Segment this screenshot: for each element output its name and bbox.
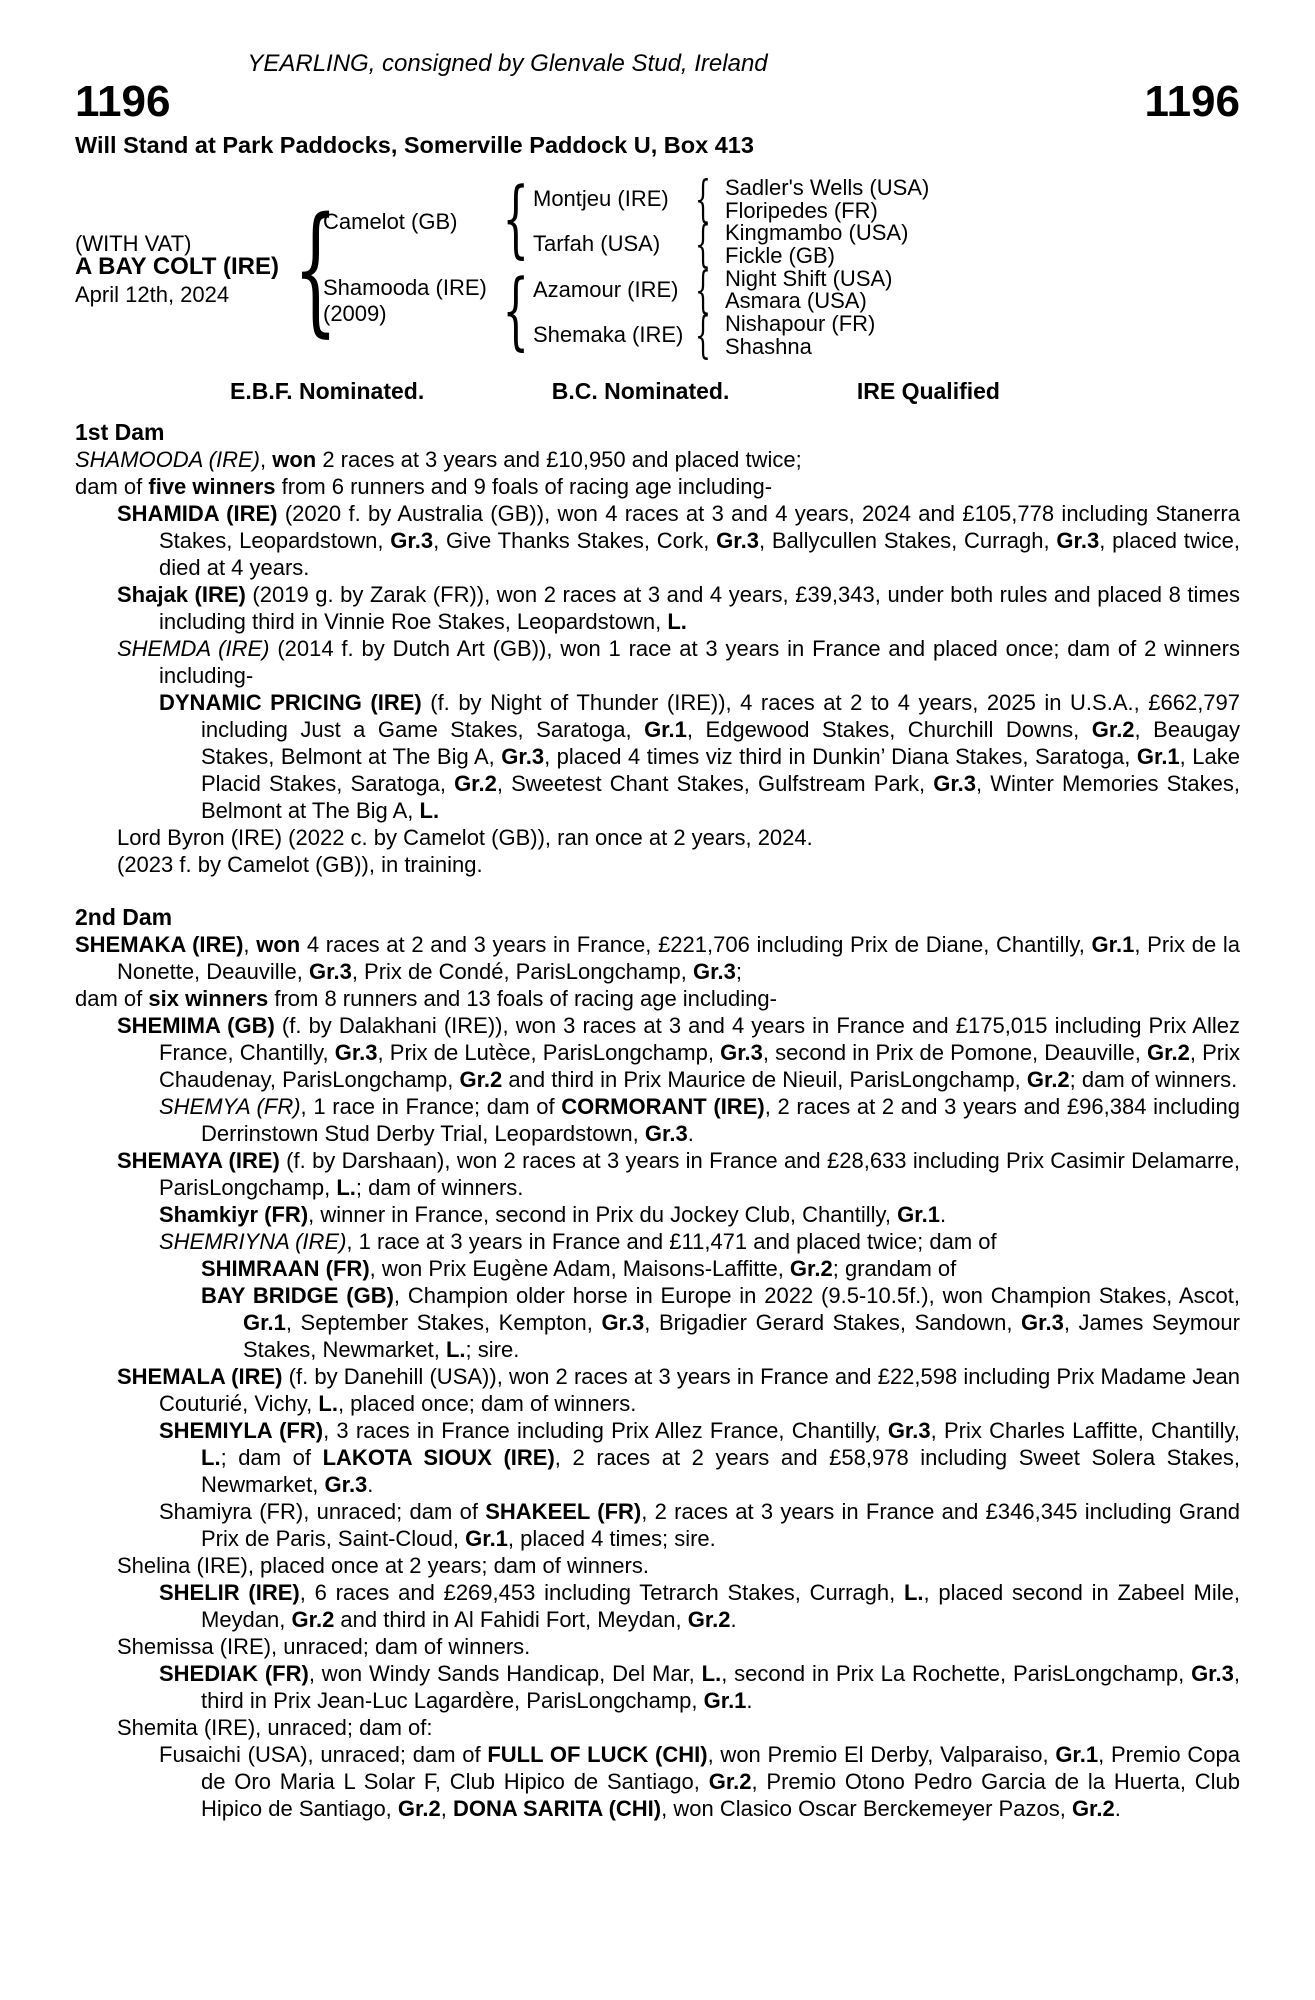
emphasis-run: SHEMIMA (GB)	[117, 1013, 275, 1038]
gen3-name: Asmara (USA)	[725, 288, 867, 313]
entry-shemiyla	[75, 1417, 1240, 1498]
lot-number-row	[75, 77, 1240, 126]
text-run: , won Prix Eugène Adam, Maisons-Laffitte,	[369, 1256, 790, 1281]
gen3-name: Night Shift (USA)	[725, 266, 893, 291]
text-run: , 1 race at 3 years in France and £11,471 and placed twice; dam of	[346, 1229, 997, 1254]
entry-shamkiyr	[75, 1201, 1240, 1228]
text-run: Shamiyra (FR), unraced; dam of	[159, 1499, 486, 1524]
pedigree-text-sections	[75, 419, 1240, 1822]
entry-2023-filly	[75, 851, 1240, 878]
pedigree-brace: {	[694, 215, 711, 273]
emphasis-run: L.	[903, 1580, 924, 1605]
pedigree-brace: {	[694, 170, 711, 228]
gen3-name: Nishapour (FR)	[725, 311, 876, 336]
emphasis-run: SHEMDA (IRE)	[117, 636, 270, 661]
pedigree-brace: {	[694, 306, 711, 364]
emphasis-run: Gr.3	[334, 1040, 378, 1065]
entry-shamiyra	[75, 1498, 1240, 1552]
text-run: ; dam of	[220, 1445, 323, 1470]
emphasis-run: DONA SARITA (CHI)	[452, 1796, 662, 1821]
consignor-line: YEARLING, consigned by Glenvale Stud, Ireland	[247, 50, 768, 77]
emphasis-run: SHAMIDA (IRE)	[117, 501, 278, 526]
emphasis-run: Gr.3	[501, 744, 545, 769]
entry-shediak	[75, 1660, 1240, 1714]
emphasis-run: Gr.2	[459, 1067, 503, 1092]
text-run: .	[687, 1121, 694, 1146]
text-run: , placed twice, died at 4 years.	[159, 528, 1240, 580]
emphasis-run: Gr.2	[1147, 1040, 1190, 1065]
entry-shemya	[75, 1093, 1240, 1147]
text-run: dam of	[75, 474, 149, 499]
entry-shimraan	[75, 1255, 1240, 1282]
emphasis-run: L.	[701, 1661, 722, 1686]
emphasis-run: Gr.3	[720, 1040, 763, 1065]
text-run: Lord Byron (IRE) (2022 c. by Camelot (GB)), ran once at 2 years, 2024.	[117, 825, 813, 850]
text-run: , third in Prix Jean-Luc Lagardère, ParisLongchamp,	[201, 1661, 1240, 1713]
emphasis-run: Gr.1	[1136, 744, 1180, 769]
emphasis-run: Gr.2	[291, 1607, 335, 1632]
text-run: , 1 race in France; dam of	[300, 1094, 562, 1119]
text-run: Shemita (IRE), unraced; dam of:	[117, 1715, 433, 1740]
text-run: ;	[735, 959, 742, 984]
emphasis-run: SHEMAKA (IRE)	[75, 932, 244, 957]
emphasis-run: five winners	[148, 474, 276, 499]
emphasis-run: SHEMYA (FR)	[159, 1094, 301, 1119]
pedigree-brace: {	[293, 188, 338, 351]
text-run: , Prix Chaudenay, ParisLongchamp,	[159, 1040, 1240, 1092]
text-run: 2 races at 3 years and £10,950 and placed twice;	[316, 447, 802, 472]
text-run: ,	[440, 1796, 453, 1821]
ire-qualified-label: IRE Qualified	[856, 378, 1000, 404]
emphasis-run: Gr.1	[897, 1202, 940, 1227]
entry-shemima	[75, 1012, 1240, 1093]
text-run: dam of	[75, 986, 149, 1011]
emphasis-run: Gr.2	[454, 771, 497, 796]
entry-shemissa	[75, 1633, 1240, 1660]
emphasis-run: Gr.2	[1026, 1067, 1070, 1092]
entry-shemita	[75, 1714, 1240, 1741]
text-run: 4 races at 2 and 3 years in France, £221,706 including Prix de Diane, Chantilly,	[300, 932, 1092, 957]
emphasis-run: L.	[336, 1175, 356, 1200]
emphasis-run: Gr.3	[1191, 1661, 1234, 1686]
text-run: , placed second in Zabeel Mile, Meydan,	[201, 1580, 1240, 1632]
pedigree-tree	[75, 164, 1240, 369]
text-run: ; grandam of	[832, 1256, 957, 1281]
text-run: , Champion older horse in Europe in 2022 (9.5-10.5f.), won Champion Stakes, Ascot,	[393, 1283, 1240, 1308]
text-run: , Lake Placid Stakes, Saratoga,	[201, 744, 1240, 796]
emphasis-run: L.	[667, 609, 687, 634]
gen2-name: Montjeu (IRE)	[533, 186, 669, 211]
emphasis-run: DYNAMIC PRICING (IRE)	[159, 690, 422, 715]
text-run: , Edgewood Stakes, Churchill Downs,	[686, 717, 1092, 742]
gen3-name: Fickle (GB)	[725, 243, 835, 268]
emphasis-run: Gr.3	[1056, 528, 1100, 553]
text-run: .	[367, 1472, 374, 1497]
text-run: ,	[259, 447, 273, 472]
gen3-name: Floripedes (FR)	[725, 198, 878, 223]
entry-bay-bridge	[75, 1282, 1240, 1363]
emphasis-run: SHEMAYA (IRE)	[117, 1148, 280, 1173]
dam1-produce-summary	[75, 473, 1240, 500]
section-heading: 2nd Dam	[75, 904, 173, 930]
emphasis-run: SHEMIYLA (FR)	[159, 1418, 324, 1443]
text-run: (2014 f. by Dutch Art (GB)), won 1 race at 3 years in France and placed once; dam of 2 winners including-	[159, 636, 1240, 688]
text-run: Shemissa (IRE), unraced; dam of winners.	[117, 1634, 531, 1659]
entry-shajak	[75, 581, 1240, 635]
text-run: .	[939, 1202, 947, 1227]
emphasis-run: SHEMRIYNA (IRE)	[159, 1229, 347, 1254]
text-run: , Brigadier Gerard Stakes, Sandown,	[644, 1310, 1022, 1335]
text-run: and third in Prix Maurice de Nieuil, ParisLongchamp,	[502, 1067, 1027, 1092]
dam1-race-record	[75, 446, 1240, 473]
text-run: ,	[243, 932, 257, 957]
gen2-name: Azamour (IRE)	[533, 277, 679, 302]
text-run: , Ballycullen Stakes, Curragh,	[758, 528, 1057, 553]
emphasis-run: Gr.3	[644, 1121, 688, 1146]
gen2-name: Tarfah (USA)	[533, 231, 661, 256]
entry-shemaya	[75, 1147, 1240, 1201]
section-heading: 1st Dam	[75, 419, 165, 445]
colt-name: A BAY COLT (IRE)	[75, 253, 280, 280]
lot-number-right: 1196	[1144, 77, 1240, 126]
text-run: , James Seymour Stakes, Newmarket,	[243, 1310, 1240, 1362]
entry-shelina	[75, 1552, 1240, 1579]
entry-shemda	[75, 635, 1240, 689]
emphasis-run: FULL OF LUCK (CHI)	[487, 1742, 708, 1767]
text-run: (f. by Dalakhani (IRE)), won 3 races at 3 and 4 years in France and £175,015 including Prix Allez France, Chantilly,	[159, 1013, 1240, 1065]
emphasis-run: six winners	[148, 986, 269, 1011]
emphasis-run: Shamkiyr (FR)	[159, 1202, 309, 1227]
gen3-name: Kingmambo (USA)	[725, 220, 909, 245]
vat-note: (WITH VAT)	[75, 231, 192, 256]
emphasis-run: SHEMALA (IRE)	[117, 1364, 283, 1389]
entry-dynamic-pricing	[75, 689, 1240, 824]
emphasis-run: Gr.3	[693, 959, 736, 984]
emphasis-run: Gr.2	[1071, 1796, 1115, 1821]
emphasis-run: L.	[419, 798, 440, 823]
text-run: , 6 races and £269,453 including Tetrarch Stakes, Curragh,	[299, 1580, 904, 1605]
text-run: and third in Al Fahidi Fort, Meydan,	[334, 1607, 688, 1632]
text-run: , winner in France, second in Prix du Jockey Club, Chantilly,	[308, 1202, 898, 1227]
pedigree-brace: {	[694, 261, 711, 319]
text-run: , second in Prix La Rochette, ParisLongchamp,	[721, 1661, 1192, 1686]
emphasis-run: won	[256, 932, 301, 957]
emphasis-run: Gr.3	[309, 959, 352, 984]
emphasis-run: Gr.3	[601, 1310, 645, 1335]
emphasis-run: L.	[318, 1391, 338, 1416]
text-run: , placed 4 times; sire.	[507, 1526, 716, 1551]
emphasis-run: Gr.1	[644, 717, 687, 742]
text-run: .	[1114, 1796, 1121, 1821]
text-run: , Prix de Lutèce, ParisLongchamp,	[377, 1040, 721, 1065]
emphasis-run: SHAMOODA (IRE)	[75, 447, 260, 472]
text-run: , placed 4 times viz third in Dunkin’ Diana Stakes, Saratoga,	[544, 744, 1137, 769]
emphasis-run: Gr.1	[1091, 932, 1135, 957]
gen3-name: Shashna	[725, 334, 812, 359]
text-run: (2020 f. by Australia (GB)), won 4 races at 3 and 4 years, 2024 and £105,778 including Stanerra Stakes, Leopardstown,	[159, 501, 1240, 553]
dam2-race-record	[75, 931, 1240, 985]
emphasis-run: L.	[445, 1337, 466, 1362]
emphasis-run: Gr.2	[687, 1607, 731, 1632]
emphasis-run: Gr.3	[324, 1472, 368, 1497]
text-run: , 2 races at 2 and 3 years and £96,384 including Derrinstown Stud Derby Trial, Leopardstown,	[201, 1094, 1240, 1146]
emphasis-run: Gr.2	[708, 1769, 752, 1794]
text-run: (f. by Darshaan), won 2 races at 3 years in France and £28,633 including Prix Casimir Delamarre, ParisLongchamp,	[159, 1148, 1240, 1200]
text-run: , won Windy Sands Handicap, Del Mar,	[308, 1661, 702, 1686]
text-run: , won Premio El Derby, Valparaiso,	[707, 1742, 1056, 1767]
dam2-produce-summary	[75, 985, 1240, 1012]
entry-shelir	[75, 1579, 1240, 1633]
emphasis-run: Gr.1	[703, 1688, 747, 1713]
emphasis-run: SHIMRAAN (FR)	[201, 1256, 370, 1281]
text-run: , placed once; dam of winners.	[337, 1391, 637, 1416]
text-run: (2019 g. by Zarak (FR)), won 2 races at 3 and 4 years, £39,343, under both rules and placed 8 times including third in Vinnie Roe Stakes, Leopardstown,	[159, 582, 1240, 634]
text-run: Shelina (IRE), placed once at 2 years; dam of winners.	[117, 1553, 649, 1578]
emphasis-run: Gr.1	[1055, 1742, 1099, 1767]
pedigree-brace: {	[502, 261, 530, 359]
emphasis-run: Gr.2	[789, 1256, 833, 1281]
text-run: , 2 races at 3 years in France and £346,345 including Grand Prix de Paris, Saint-Cloud,	[201, 1499, 1240, 1551]
emphasis-run: Gr.1	[243, 1310, 286, 1335]
emphasis-run: Gr.3	[716, 528, 759, 553]
text-run: ; dam of winners.	[1069, 1067, 1238, 1092]
text-run: , 3 races in France including Prix Allez France, Chantilly,	[323, 1418, 888, 1443]
sire-name: Camelot (GB)	[323, 209, 458, 234]
text-run: (f. by Night of Thunder (IRE)), 4 races at 2 to 4 years, 2025 in U.S.A., £662,797 including Just a Game Stakes, Saratoga,	[201, 690, 1241, 742]
text-run: , 2 races at 2 years and £58,978 including Sweet Solera Stakes, Newmarket,	[201, 1445, 1241, 1497]
foal-date: April 12th, 2024	[75, 282, 230, 307]
emphasis-run: Gr.1	[465, 1526, 508, 1551]
emphasis-run: Gr.2	[397, 1796, 441, 1821]
text-run: , Give Thanks Stakes, Cork,	[433, 528, 717, 553]
dam-year: (2009)	[323, 301, 387, 326]
emphasis-run: Gr.3	[390, 528, 434, 553]
text-run: , Premio Otono Pedro Garcia de la Huerta, Club Hipico de Santiago,	[201, 1769, 1240, 1821]
entry-shamida	[75, 500, 1240, 581]
emphasis-run: SHELIR (IRE)	[159, 1580, 300, 1605]
text-run: , Prix Charles Laffitte, Chantilly,	[930, 1418, 1240, 1443]
text-run: , second in Prix de Pomone, Deauville,	[762, 1040, 1148, 1065]
text-run: , Prix de Condé, ParisLongchamp,	[351, 959, 693, 984]
gen2-name: Shemaka (IRE)	[533, 322, 684, 347]
emphasis-run: BAY BRIDGE (GB)	[201, 1283, 394, 1308]
entry-shemriyna	[75, 1228, 1240, 1255]
emphasis-run: Gr.3	[933, 771, 977, 796]
stand-location-line: Will Stand at Park Paddocks, Somerville Paddock U, Box 413	[75, 132, 754, 158]
text-run: .	[746, 1688, 753, 1713]
lot-number-left: 1196	[75, 77, 171, 126]
entry-fusaichi	[75, 1741, 1240, 1822]
emphasis-run: Gr.3	[887, 1418, 931, 1443]
dam-name: Shamooda (IRE)	[323, 275, 487, 300]
emphasis-run: Shajak (IRE)	[117, 582, 246, 607]
text-run: , Sweetest Chant Stakes, Gulfstream Park,	[496, 771, 934, 796]
text-run: (f. by Danehill (USA)), won 2 races at 3 years in France and £22,598 including Prix Madame Jean Couturié, Vichy,	[159, 1364, 1240, 1416]
gen3-name: Sadler's Wells (USA)	[725, 175, 930, 200]
emphasis-run: CORMORANT (IRE)	[561, 1094, 765, 1119]
text-run: , won Clasico Oscar Berckemeyer Pazos,	[661, 1796, 1072, 1821]
text-run: , September Stakes, Kempton,	[285, 1310, 602, 1335]
pedigree-brace: {	[502, 169, 530, 267]
bc-nominated-label: B.C. Nominated.	[551, 378, 730, 404]
entry-lord-byron	[75, 824, 1240, 851]
emphasis-run: L.	[201, 1445, 221, 1470]
text-run: .	[730, 1607, 737, 1632]
text-run: Fusaichi (USA), unraced; dam of	[159, 1742, 488, 1767]
emphasis-run: Gr.2	[1091, 717, 1135, 742]
nominations-row	[230, 377, 1000, 405]
emphasis-run: SHEDIAK (FR)	[159, 1661, 309, 1686]
text-run: from 6 runners and 9 foals of racing age including-	[275, 474, 773, 499]
text-run: , Winter Memories Stakes, Belmont at The Big A,	[201, 771, 1241, 823]
text-run: , Beaugay Stakes, Belmont at The Big A,	[201, 717, 1241, 769]
text-run: ; sire.	[465, 1337, 520, 1362]
emphasis-run: Gr.3	[1021, 1310, 1064, 1335]
text-run: ; dam of winners.	[355, 1175, 524, 1200]
text-run: from 8 runners and 13 foals of racing age including-	[268, 986, 777, 1011]
emphasis-run: LAKOTA SIOUX (IRE)	[322, 1445, 555, 1470]
text-run: , Premio Copa de Oro Maria L Solar F, Club Hipico de Santiago,	[201, 1742, 1240, 1794]
text-run: , Prix de la Nonette, Deauville,	[117, 932, 1240, 984]
text-run: (2023 f. by Camelot (GB)), in training.	[117, 852, 483, 877]
ebf-nominated-label: E.B.F. Nominated.	[230, 378, 425, 404]
emphasis-run: won	[272, 447, 317, 472]
emphasis-run: SHAKEEL (FR)	[485, 1499, 642, 1524]
entry-shemala	[75, 1363, 1240, 1417]
